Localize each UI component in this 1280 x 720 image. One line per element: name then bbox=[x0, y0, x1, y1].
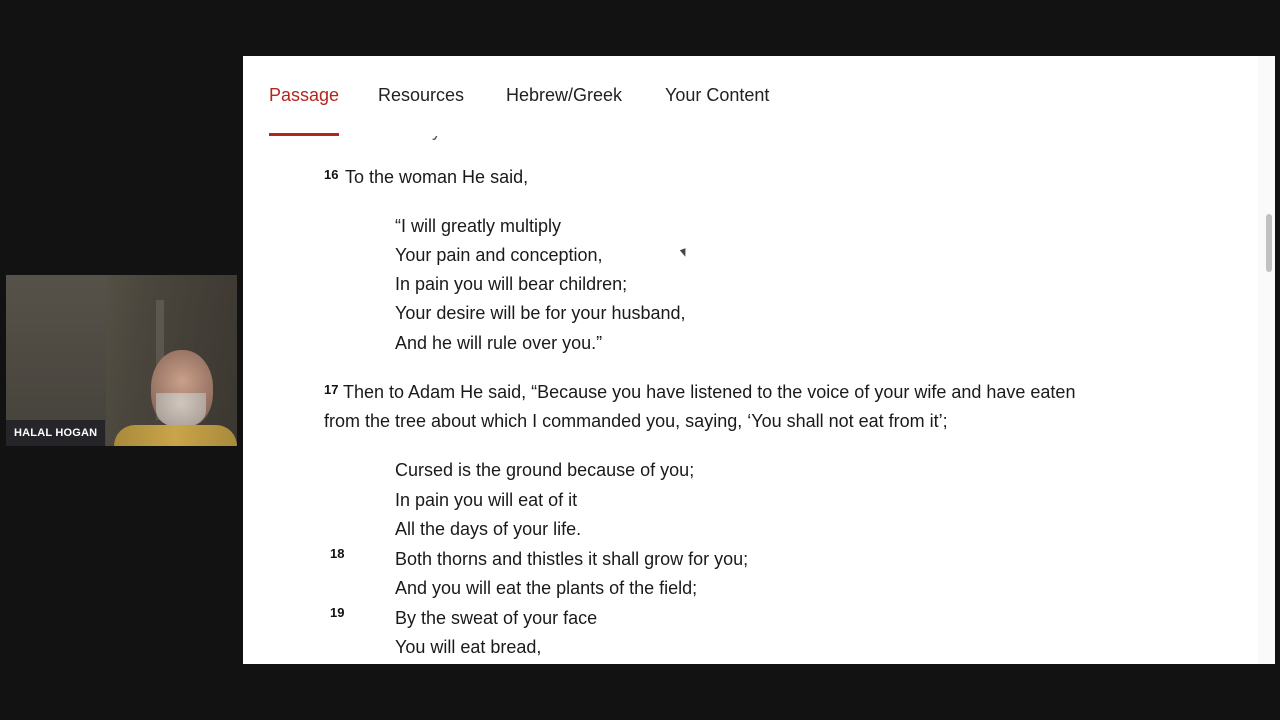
shared-screen-panel bbox=[243, 56, 1275, 664]
verse-number-18: 18 bbox=[330, 546, 345, 561]
mouse-cursor-icon bbox=[680, 248, 688, 258]
scrollbar-thumb[interactable] bbox=[1266, 214, 1272, 272]
poem-line: And you will eat the plants of the field; bbox=[395, 578, 698, 598]
tab-hebrew-greek[interactable]: Hebrew/Greek bbox=[506, 85, 623, 105]
poem-line: Your pain and conception, bbox=[395, 245, 603, 265]
poem-line: Your desire will be for your husband, bbox=[395, 303, 686, 323]
verse-16-intro: To the woman He said, bbox=[345, 167, 529, 187]
verse-17-intro-line-2: from the tree about which I commanded you, saying, ‘You shall not eat from it’; bbox=[324, 411, 948, 431]
tab-your-content[interactable]: Your Content bbox=[665, 85, 770, 105]
poem-line: You will eat bread, bbox=[395, 637, 542, 657]
verse-17-intro-line-1: Then to Adam He said, “Because you have listened to the voice of your wife and have eaten bbox=[343, 382, 1076, 402]
scrollbar-track[interactable] bbox=[1258, 56, 1275, 664]
participant-beard bbox=[156, 393, 206, 428]
verse-number-19: 19 bbox=[330, 605, 345, 620]
passage-content bbox=[243, 56, 1258, 664]
poem-line: In pain you will eat of it bbox=[395, 490, 578, 510]
poem-line: And he will rule over you.” bbox=[395, 333, 603, 353]
poem-line: In pain you will bear children; bbox=[395, 274, 628, 294]
poem-line: Both thorns and thistles it shall grow for you; bbox=[395, 549, 749, 569]
verse-number-16: 16 bbox=[324, 167, 339, 182]
participant-video-tile[interactable] bbox=[6, 275, 237, 446]
active-tab-indicator bbox=[269, 133, 339, 136]
participant-name-tag: HALAL HOGAN bbox=[6, 420, 105, 446]
poem-line: “I will greatly multiply bbox=[395, 216, 562, 236]
tab-passage[interactable]: Passage bbox=[269, 85, 340, 105]
tab-bar bbox=[243, 56, 1258, 136]
participant-shirt bbox=[114, 425, 237, 446]
poem-line: By the sweat of your face bbox=[395, 608, 598, 628]
verse-number-17: 17 bbox=[324, 382, 339, 397]
poem-line: Cursed is the ground because of you; bbox=[395, 460, 695, 480]
poem-line: All the days of your life. bbox=[395, 519, 582, 539]
tab-resources[interactable]: Resources bbox=[378, 85, 465, 105]
